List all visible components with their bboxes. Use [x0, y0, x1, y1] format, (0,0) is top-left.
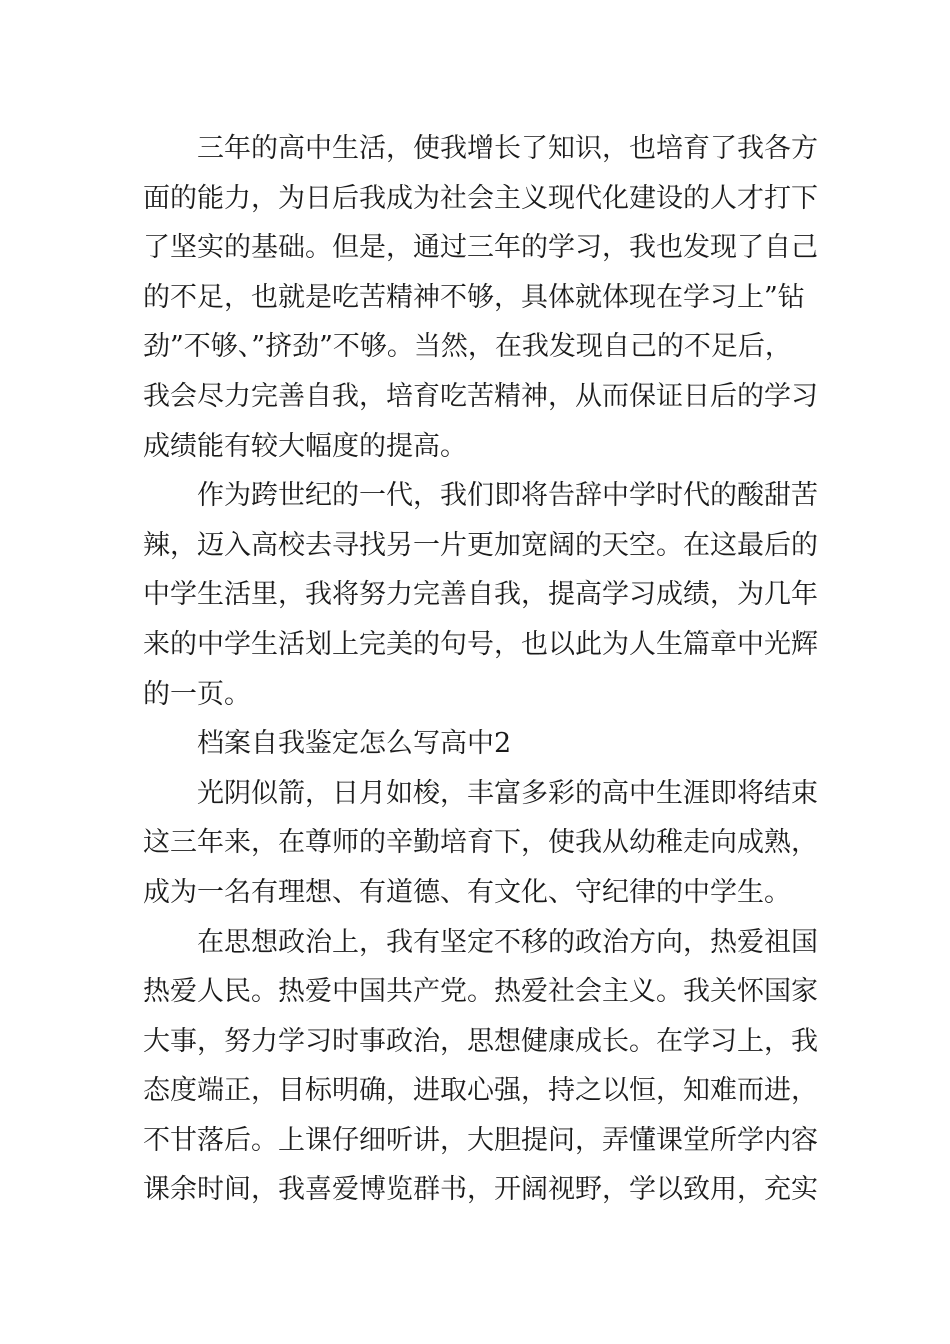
section-heading: 档案自我鉴定怎么写高中2 [197, 728, 512, 760]
paragraph-line: 成为一名有理想、有道德、有文化、守纪律的中学生。 [143, 876, 791, 908]
paragraph-line: 课余时间，我喜爱博览群书，开阔视野，学以致用，充实 [143, 1174, 818, 1206]
paragraph-line: 的一页。 [143, 678, 251, 710]
paragraph-line: 来的中学生活划上完美的句号，也以此为人生篇章中光辉 [143, 628, 818, 660]
paragraph-line: 作为跨世纪的一代，我们即将告辞中学时代的酸甜苦 [197, 480, 818, 512]
paragraph-line: 大事，努力学习时事政治，思想健康成长。在学习上，我 [143, 1025, 818, 1057]
paragraph-line: 这三年来，在尊师的辛勤培育下，使我从幼稚走向成熟， [143, 827, 818, 859]
paragraph-line: 我会尽力完善自我，培育吃苦精神，从而保证日后的学习 [143, 380, 818, 412]
paragraph-line: 成绩能有较大幅度的提高。 [143, 430, 467, 462]
paragraph-line: 了坚实的基础。但是，通过三年的学习，我也发现了自己 [143, 232, 818, 264]
paragraph-line: 光阴似箭，日月如梭，丰富多彩的高中生涯即将结束 [197, 777, 818, 809]
paragraph-line: 态度端正，目标明确，进取心强，持之以恒，知难而进， [143, 1075, 818, 1107]
paragraph-line: 在思想政治上，我有坚定不移的政治方向，热爱祖国 [197, 926, 818, 958]
paragraph-line: 劲”不够、”挤劲”不够。当然，在我发现自己的不足后， [143, 331, 792, 363]
paragraph-line: 中学生活里，我将努力完善自我，提高学习成绩，为几年 [143, 579, 818, 611]
paragraph-line: 的不足，也就是吃苦精神不够，具体就体现在学习上”钻 [143, 281, 805, 313]
paragraph-line: 辣，迈入高校去寻找另一片更加宽阔的天空。在这最后的 [143, 529, 818, 561]
paragraph-line: 三年的高中生活，使我增长了知识，也培育了我各方 [197, 133, 818, 164]
paragraph-line: 不甘落后。上课仔细听讲，大胆提问，弄懂课堂所学内容 [143, 1124, 818, 1156]
paragraph-line: 热爱人民。热爱中国共产党。热爱社会主义。我关怀国家 [143, 976, 818, 1008]
paragraph-line: 面的能力，为日后我成为社会主义现代化建设的人才打下 [143, 182, 818, 214]
document-body [143, 124, 818, 1215]
